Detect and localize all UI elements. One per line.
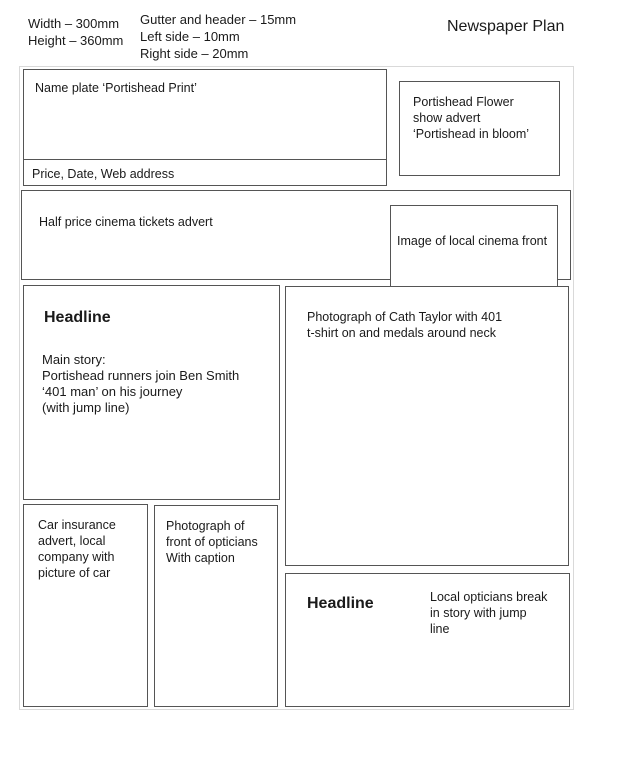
main-story-text: Main story: Portishead runners join Ben Smith ‘401 man’ on his journey (with jump line) <box>42 352 240 415</box>
left-side-note: Left side – 10mm <box>140 29 240 44</box>
flower-show-advert-box <box>399 81 560 176</box>
cinema-advert-label: Half price cinema tickets advert <box>39 215 213 229</box>
name-plate-box <box>23 69 387 186</box>
cinema-image-label: Image of local cinema front <box>397 234 548 248</box>
price-date-web-label: Price, Date, Web address <box>32 167 175 181</box>
main-story-box <box>23 285 280 500</box>
opticians-story-label: Local opticians break in story with jump line <box>430 590 548 636</box>
opticians-photo-label: Photograph of front of opticians With caption <box>166 519 258 565</box>
right-side-note: Right side – 20mm <box>140 46 249 61</box>
width-note: Width – 300mm <box>28 16 120 31</box>
car-insurance-advert-label: Car insurance advert, local company with picture of car <box>38 518 116 580</box>
second-headline: Headline <box>307 595 374 612</box>
main-headline: Headline <box>44 309 111 326</box>
flower-show-advert-label: Portishead Flower show advert ‘Portishead in bloom’ <box>413 95 530 141</box>
page-title: Newspaper Plan <box>447 18 565 35</box>
gutter-header-note: Gutter and header – 15mm <box>140 12 297 27</box>
opticians-photo-box <box>154 505 278 707</box>
car-insurance-advert-box <box>23 504 148 707</box>
cath-photo-box <box>285 286 569 566</box>
price-divider <box>23 159 387 160</box>
height-note: Height – 360mm <box>28 33 124 48</box>
name-plate-label: Name plate ‘Portishead Print’ <box>35 81 197 95</box>
cath-photo-label: Photograph of Cath Taylor with 401 t-shirt on and medals around neck <box>307 310 503 340</box>
opticians-story-box <box>285 573 570 707</box>
